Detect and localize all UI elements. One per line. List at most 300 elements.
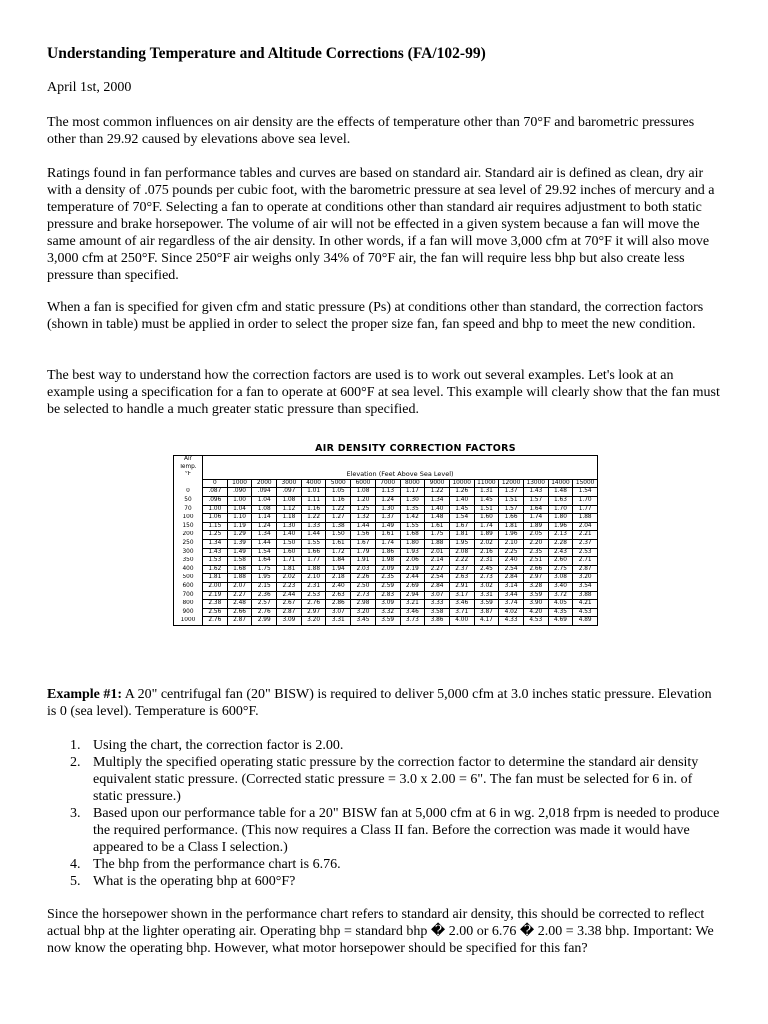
factor-cell: 3.21 [400,600,425,609]
factor-cell: 1.04 [252,496,277,505]
factor-cell: 1.74 [375,539,400,548]
list-item [47,754,723,805]
factor-cell: 1.81 [277,565,302,574]
factor-cell: 3.09 [277,617,302,626]
elevation-header-cell: 0 [203,479,228,488]
factor-cell: 1.61 [375,531,400,540]
factor-cell: 2.60 [548,557,573,566]
list-item-number: 4. [70,857,81,872]
factor-cell: 2.19 [400,565,425,574]
factor-cell: 4.53 [523,617,548,626]
factor-cell: 1.39 [227,539,252,548]
factor-cell: 1.05 [326,488,351,497]
factor-cell: 1.96 [499,531,524,540]
factor-cell: 2.83 [375,591,400,600]
factor-cell: 1.84 [326,557,351,566]
factor-cell: 1.22 [301,514,326,523]
temperature-cell: 700 [174,591,203,600]
factor-cell: 3.86 [425,617,450,626]
elevation-header-cell: 6000 [351,479,376,488]
factor-cell: 1.24 [375,496,400,505]
factor-cell: 2.94 [400,591,425,600]
factor-cell: 1.80 [400,539,425,548]
factor-cell: 1.95 [449,539,474,548]
factor-cell: 1.67 [449,522,474,531]
factor-cell: 2.43 [548,548,573,557]
factor-cell: 3.31 [326,617,351,626]
factor-cell: 1.71 [277,557,302,566]
list-item-text: The bhp from the performance chart is 6.76. [93,857,341,872]
factor-cell: 2.71 [573,557,598,566]
factor-cell: 2.67 [277,600,302,609]
factor-cell: 2.69 [400,582,425,591]
air-density-table-figure [173,443,598,626]
factor-cell: 2.23 [277,582,302,591]
factor-cell: 3.31 [474,591,499,600]
temperature-cell: 250 [174,539,203,548]
factor-cell: 1.51 [474,505,499,514]
factor-cell: 4.00 [449,617,474,626]
table-row [174,548,598,557]
factor-cell: 1.81 [499,522,524,531]
factor-cell: 1.24 [252,522,277,531]
factor-cell: 4.89 [573,617,598,626]
temperature-cell: 70 [174,505,203,514]
factor-cell: 1.10 [227,514,252,523]
elevation-header-cell: 1000 [227,479,252,488]
table-row [174,565,598,574]
factor-cell: 1.18 [277,514,302,523]
factor-cell: 1.54 [573,488,598,497]
factor-cell: 2.84 [425,582,450,591]
factor-cell: 1.68 [227,565,252,574]
temperature-cell: 900 [174,608,203,617]
factor-cell: 1.49 [227,548,252,557]
factor-cell: 2.10 [499,539,524,548]
factor-cell: 2.35 [375,574,400,583]
list-item-text: What is the operating bhp at 600°F? [93,874,296,889]
factor-cell: 1.66 [301,548,326,557]
factor-cell: 1.74 [474,522,499,531]
list-item [47,737,723,754]
factor-cell: 2.44 [277,591,302,600]
factor-cell: 1.61 [326,539,351,548]
document-title: Understanding Temperature and Altitude Corrections (FA/102-99) [47,45,486,62]
factor-cell: 3.28 [523,582,548,591]
factor-cell: 3.59 [523,591,548,600]
factor-cell: 1.75 [252,565,277,574]
factor-cell: 2.53 [301,591,326,600]
factor-cell: .090 [227,488,252,497]
factor-cell: 1.32 [351,514,376,523]
factor-cell: 1.43 [203,548,228,557]
factor-cell: 4.35 [548,608,573,617]
factor-cell: 1.11 [301,496,326,505]
factor-cell: 1.57 [499,505,524,514]
factor-cell: 3.87 [474,608,499,617]
factor-cell: .096 [203,496,228,505]
elevation-header-cell: 7000 [375,479,400,488]
elevation-header-cell: 15000 [573,479,598,488]
factor-cell: 2.51 [523,557,548,566]
table-title: AIR DENSITY CORRECTION FACTORS [315,443,516,454]
temperature-cell: 400 [174,565,203,574]
elevation-header-cell: 2000 [252,479,277,488]
factor-cell: 1.25 [351,505,376,514]
factor-cell: 3.40 [548,582,573,591]
factor-cell: 1.26 [449,488,474,497]
factor-cell: 2.20 [523,539,548,548]
factor-cell: 1.57 [523,496,548,505]
list-item [47,856,723,873]
temperature-cell: 300 [174,548,203,557]
factor-cell: 2.54 [425,574,450,583]
factor-cell: 2.40 [499,557,524,566]
factor-cell: 1.15 [203,522,228,531]
paragraph-standard-air: Ratings found in fan performance tables and curves are based on standard air. Standard air is defined as clean, dry air with a density of .075 pounds per cubic foot, with the barometric pressure at sea level of 29.92 inches of mercury and a temperature of 70°F. Selecting a fan to operate at conditions other than standard air requires adjustment to both static pressure and brake horsepower. The volume of air will not be effected in a given system because a fan will move the same amount of air regardless of the air density. In other words, if a fan will move 3,000 cfm at 70°F it will also move 3,000 cfm at 250°F. Since 250°F air weighs only 34% of 70°F air, the fan will require less bhp but also create less pressure than specified. [47,166,715,283]
factor-cell: 4.17 [474,617,499,626]
temperature-cell: 0 [174,488,203,497]
factor-cell: 1.81 [449,531,474,540]
factor-cell: 1.40 [449,496,474,505]
factor-cell: 1.40 [425,505,450,514]
factor-cell: 1.74 [523,514,548,523]
factor-cell: 1.40 [277,531,302,540]
factor-cell: 1.12 [277,505,302,514]
factor-cell: 2.76 [203,617,228,626]
factor-cell: 1.14 [252,514,277,523]
factor-cell: 2.76 [252,608,277,617]
example-label: Example #1: [47,687,123,702]
factor-cell: 1.27 [326,514,351,523]
factor-cell: 2.91 [449,582,474,591]
factor-cell: 1.08 [277,496,302,505]
factor-cell: 1.25 [203,531,228,540]
factor-cell: 4.33 [499,617,524,626]
list-item-text: Based upon our performance table for a 20" BISW fan at 5,000 cfm at 6 in wg. 2,018 frpm is needed to produce the required performance. (This now requires a Class II fan. Before the correction was made it would have appeared to be a Class I selection.) [93,806,720,855]
factor-cell: 4.21 [573,600,598,609]
factor-cell: 3.44 [499,591,524,600]
factor-cell: 3.54 [573,582,598,591]
air-density-correction-table [173,455,598,626]
factor-cell: 2.18 [326,574,351,583]
factor-cell: 4.02 [499,608,524,617]
factor-cell: 2.87 [573,565,598,574]
factor-cell: 1.64 [523,505,548,514]
table-row [174,557,598,566]
factor-cell: 2.63 [449,574,474,583]
factor-cell: 1.91 [351,557,376,566]
factor-cell: 1.70 [548,505,573,514]
list-item-text: Multiply the specified operating static pressure by the correction factor to determine the standard air density equivalent static pressure. (Corrected static pressure = 3.0 x 2.00 = 6". The fan must be selected for 6 in. of static pressure.) [93,755,699,804]
factor-cell: 2.44 [400,574,425,583]
paragraph-examples-intro: The best way to understand how the correction factors are used is to work out several examples. Let's look at an example using a specification for a fan to operate at 600°F at sea level. This example will clearly show that the fan must be selected to handle a much greater static pressure than specified. [47,368,720,417]
factor-cell: 3.73 [400,617,425,626]
list-item [47,805,723,856]
factor-cell: 1.44 [351,522,376,531]
factor-cell: 1.48 [425,514,450,523]
factor-cell: 2.97 [301,608,326,617]
factor-cell: 1.72 [326,548,351,557]
factor-cell: 1.30 [277,522,302,531]
factor-cell: 1.88 [301,565,326,574]
factor-cell: 2.50 [351,582,376,591]
factor-cell: 1.35 [400,505,425,514]
factor-cell: 3.45 [351,617,376,626]
document-date: April 1st, 2000 [47,80,132,95]
factor-cell: 3.20 [351,608,376,617]
factor-cell: 1.34 [252,531,277,540]
factor-cell: 2.27 [227,591,252,600]
factor-cell: 4.69 [548,617,573,626]
factor-cell: 1.22 [425,488,450,497]
table-row [174,488,598,497]
list-item-text: Using the chart, the correction factor is 2.00. [93,738,344,753]
factor-cell: 1.43 [523,488,548,497]
factor-cell: 3.07 [326,608,351,617]
table-span-header-cell [203,456,598,472]
factor-cell: 1.06 [203,514,228,523]
factor-cell: 2.13 [548,531,573,540]
factor-cell: 1.88 [573,514,598,523]
paragraph-intro: The most common influences on air density are the effects of temperature other than 70°F and barometric pressures other than 29.92 caused by elevations above sea level. [47,115,695,147]
temperature-cell: 200 [174,531,203,540]
factor-cell: 1.54 [449,514,474,523]
list-item-number: 5. [70,874,81,889]
table-row [174,539,598,548]
paragraph-correction-factors: When a fan is specified for given cfm and static pressure (Ps) at conditions other than standard, the correction factors (shown in table) must be applied in order to select the proper size fan, fan speed and bhp to meet the new condition. [47,300,704,332]
factor-cell: 2.14 [425,557,450,566]
factor-cell: 1.77 [573,505,598,514]
paragraph-bhp-correction: Since the horsepower shown in the performance chart refers to standard air density, this should be corrected to reflect actual bhp at the lighter operating air. Operating bhp = standard bhp � 2.00 or 6.76 � 2.00 = 3.38 bhp. Important: We now know the operating bhp. However, what motor horsepower should be specified for this fan? [47,907,714,956]
elevation-header-cell: 11000 [474,479,499,488]
factor-cell: 2.03 [351,565,376,574]
factor-cell: 2.08 [449,548,474,557]
list-item [47,873,723,890]
elevation-header-cell: 9000 [425,479,450,488]
elevation-header-cell: 10000 [449,479,474,488]
elevation-header-cell: 4000 [301,479,326,488]
factor-cell: 3.09 [375,600,400,609]
factor-cell: 2.00 [203,582,228,591]
factor-cell: 1.00 [203,505,228,514]
factor-cell: 2.09 [375,565,400,574]
factor-cell: 1.30 [375,505,400,514]
factor-cell: 3.17 [449,591,474,600]
factor-cell: 1.08 [351,488,376,497]
factor-cell: 2.04 [573,522,598,531]
table-row [174,582,598,591]
factor-cell: 2.63 [326,591,351,600]
factor-cell: 2.16 [474,548,499,557]
factor-cell: 1.42 [400,514,425,523]
factor-cell: 1.79 [351,548,376,557]
factor-cell: 2.37 [449,565,474,574]
table-row [174,591,598,600]
example-text: A 20" centrifugal fan (20" BISW) is required to deliver 5,000 cfm at 3.0 inches static pressure. Elevation is 0 (sea level). Temperature is 600°F. [47,687,712,719]
factor-cell: 2.87 [277,608,302,617]
factor-cell: 2.86 [326,600,351,609]
factor-cell: 2.02 [277,574,302,583]
factor-cell: 1.63 [548,496,573,505]
factor-cell: 1.93 [400,548,425,557]
factor-cell: 2.53 [573,548,598,557]
table-row [174,617,598,626]
factor-cell: 1.01 [301,488,326,497]
factor-cell: .087 [203,488,228,497]
temperature-cell: 500 [174,574,203,583]
factor-cell: 1.20 [351,496,376,505]
temperature-cell: 600 [174,582,203,591]
factor-cell: 2.48 [227,600,252,609]
factor-cell: 1.75 [425,531,450,540]
factor-cell: 2.06 [400,557,425,566]
factor-cell: 1.55 [400,522,425,531]
factor-cell: 1.19 [227,522,252,531]
factor-cell: 2.56 [203,608,228,617]
factor-cell: 4.20 [523,608,548,617]
table-label-blank [174,479,203,488]
factor-cell: 3.88 [573,591,598,600]
factor-cell: 1.38 [326,522,351,531]
factor-cell: 3.32 [375,608,400,617]
factor-cell: 2.97 [523,574,548,583]
factor-cell: 1.04 [227,505,252,514]
factor-cell: 4.05 [548,600,573,609]
list-item-number: 1. [70,738,81,753]
factor-cell: 1.50 [277,539,302,548]
factor-cell: 1.86 [375,548,400,557]
factor-cell: 1.60 [474,514,499,523]
factor-cell: 1.54 [252,548,277,557]
factor-cell: 2.54 [499,565,524,574]
factor-cell: 3.59 [375,617,400,626]
factor-cell: 1.64 [252,557,277,566]
factor-cell: 1.77 [301,557,326,566]
factor-cell: 1.44 [301,531,326,540]
factor-cell: 3.46 [400,608,425,617]
factor-cell: 1.80 [548,514,573,523]
factor-cell: 2.45 [474,565,499,574]
factor-cell: 1.13 [375,488,400,497]
factor-cell: 2.15 [252,582,277,591]
factor-cell: 1.89 [523,522,548,531]
factor-cell: 2.37 [573,539,598,548]
factor-cell: 3.58 [425,608,450,617]
factor-cell: 3.20 [301,617,326,626]
factor-cell: 3.59 [474,600,499,609]
factor-cell: 1.34 [203,539,228,548]
list-item-number: 3. [70,806,81,821]
factor-cell: 4.53 [573,608,598,617]
factor-cell: 1.81 [203,574,228,583]
factor-cell: 1.17 [400,488,425,497]
factor-cell: .097 [277,488,302,497]
factor-cell: 1.37 [375,514,400,523]
factor-cell: 1.94 [326,565,351,574]
factor-cell: 1.50 [326,531,351,540]
factor-cell: 1.00 [227,496,252,505]
factor-cell: 3.08 [548,574,573,583]
factor-cell: 1.22 [326,505,351,514]
factor-cell: 2.19 [203,591,228,600]
factor-cell: 1.98 [375,557,400,566]
factor-cell: 1.66 [499,514,524,523]
temperature-cell: 50 [174,496,203,505]
factor-cell: 3.90 [523,600,548,609]
table-row [174,522,598,531]
elevation-header-cell: 12000 [499,479,524,488]
factor-cell: 1.55 [301,539,326,548]
factor-cell: 3.33 [425,600,450,609]
factor-cell: 3.72 [548,591,573,600]
factor-cell: 2.31 [301,582,326,591]
factor-cell: 3.02 [474,582,499,591]
factor-cell: 1.45 [449,505,474,514]
factor-cell: 2.73 [474,574,499,583]
factor-cell: 2.73 [351,591,376,600]
temperature-cell: 350 [174,557,203,566]
factor-cell: 3.74 [499,600,524,609]
example-1 [47,686,723,720]
factor-cell: 2.87 [227,617,252,626]
factor-cell: 1.31 [474,488,499,497]
factor-cell: 2.25 [499,548,524,557]
factor-cell: 2.07 [227,582,252,591]
factor-cell: 1.68 [400,531,425,540]
table-row [174,514,598,523]
elevation-header-cell: 8000 [400,479,425,488]
factor-cell: 2.57 [252,600,277,609]
elevation-header-cell: 13000 [523,479,548,488]
factor-cell: 1.48 [548,488,573,497]
factor-cell: 2.59 [375,582,400,591]
factor-cell: 3.20 [573,574,598,583]
factor-cell: 2.66 [523,565,548,574]
factor-cell: 1.30 [400,496,425,505]
example-steps-list [47,737,723,890]
elevation-header-cell: 5000 [326,479,351,488]
factor-cell: 2.31 [474,557,499,566]
factor-cell: 2.38 [203,600,228,609]
table-row [174,496,598,505]
elevation-header-cell: 14000 [548,479,573,488]
table-row [174,505,598,514]
factor-cell: 2.28 [548,539,573,548]
factor-cell: 2.02 [474,539,499,548]
table-row [174,600,598,609]
factor-cell: 2.21 [573,531,598,540]
factor-cell: 2.76 [301,600,326,609]
table-row [174,531,598,540]
factor-cell: 2.40 [326,582,351,591]
list-item-number: 2. [70,755,81,770]
factor-cell: 1.45 [474,496,499,505]
factor-cell: 2.66 [227,608,252,617]
table-label-temp: Temp. [174,464,203,472]
temperature-cell: 150 [174,522,203,531]
factor-cell: 2.36 [252,591,277,600]
factor-cell: 1.51 [499,496,524,505]
factor-cell: 1.70 [573,496,598,505]
factor-cell: 1.95 [252,574,277,583]
table-label-unit: °F [174,471,203,479]
temperature-cell: 100 [174,514,203,523]
factor-cell: 2.99 [252,617,277,626]
factor-cell: .094 [252,488,277,497]
elevation-header-cell: 3000 [277,479,302,488]
factor-cell: 1.88 [425,539,450,548]
